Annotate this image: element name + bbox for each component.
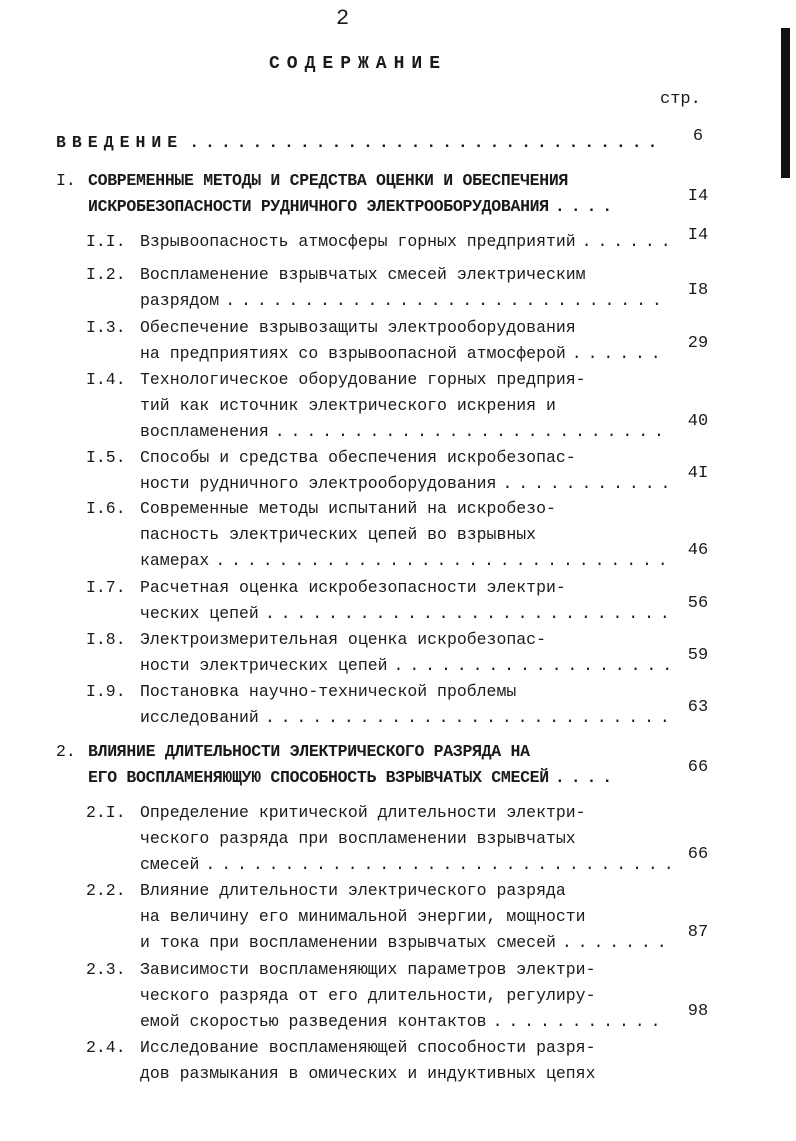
toc-entry-line: на величину его минимальной энергии, мощности	[140, 907, 586, 926]
toc-entry-page: 87	[687, 923, 709, 942]
toc-entry-line: ИСКРОБЕЗОПАСНОСТИ РУДНИЧНОГО ЭЛЕКТРООБОРУДОВАНИЯ	[88, 197, 549, 216]
dot-leader	[576, 229, 670, 255]
toc-entry-line: емой скоростью разведения контактов	[140, 1012, 487, 1031]
toc-entry-page: 66	[687, 845, 709, 864]
toc-entry-line: ческих цепей	[140, 604, 259, 623]
toc-entry-line: Взрывоопасность атмосферы горных предприятий	[140, 232, 576, 251]
toc-entry-line: Способы и средства обеспечения искробезопас-	[140, 448, 576, 467]
page-number: 2	[336, 6, 350, 31]
toc-entry-page: 29	[687, 334, 709, 353]
toc-entry-number: I.3.	[86, 318, 126, 337]
toc-entry-line: ности электрических цепей	[140, 656, 388, 675]
toc-entry-line: дов размыкания в омических и индуктивных цепях	[140, 1064, 596, 1083]
toc-entry-title	[140, 627, 670, 679]
toc-entry-line: Обеспечение взрывозащиты электрооборудования	[140, 318, 576, 337]
dot-leader	[556, 930, 670, 956]
toc-entry-title	[140, 575, 670, 627]
dot-leader	[183, 130, 666, 156]
toc-entry-number: I.9.	[86, 682, 126, 701]
toc-entry-title	[140, 957, 670, 1035]
toc-entry-title	[140, 315, 670, 367]
toc-entry-title	[140, 262, 670, 314]
toc-entry-number: I.6.	[86, 499, 126, 518]
toc-entry-line: ческого разряда от его длительности, регулиру-	[140, 986, 596, 1005]
toc-entry-page: 98	[687, 1002, 709, 1021]
toc-entry-line: камерах	[140, 551, 210, 570]
toc-entry-title	[140, 229, 670, 255]
toc-entry-number: I.4.	[86, 370, 126, 389]
toc-entry-line: Постановка научно-технической проблемы	[140, 682, 517, 701]
toc-entry-page: 4I	[687, 464, 709, 483]
toc-entry-title	[140, 1035, 670, 1087]
toc-entry-line: тий как источник электрического искрения и	[140, 396, 556, 415]
toc-entry-page: 56	[687, 594, 709, 613]
toc-entry-line: и тока при воспламенении взрывчатых смесей	[140, 933, 556, 952]
toc-entry-number: I.2.	[86, 265, 126, 284]
toc-entry-line: ности рудничного электрооборудования	[140, 474, 497, 493]
toc-entry-line: ЕГО ВОСПЛАМЕНЯЮЩУЮ СПОСОБНОСТЬ ВЗРЫВЧАТЫХ СМЕСЕЙ	[88, 768, 549, 787]
toc-entry-page: 66	[687, 758, 709, 777]
toc-entry-line: разрядом	[140, 291, 220, 310]
toc-entry-number: 2.4.	[86, 1038, 126, 1057]
toc-entry-title	[140, 679, 670, 731]
toc-entry-line: исследований	[140, 708, 259, 727]
toc-entry-line: смесей	[140, 855, 200, 874]
dot-leader	[566, 341, 670, 367]
toc-entry-title	[140, 367, 670, 445]
toc-entry-line: ВВЕДЕНИЕ	[56, 133, 184, 152]
toc-entry-line: пасность электрических цепей во взрывных	[140, 525, 537, 544]
toc-entry-line: Современные методы испытаний на искробезо-	[140, 499, 556, 518]
toc-entry-title	[140, 496, 670, 574]
toc-entry-line: Зависимости воспламеняющих параметров электри-	[140, 960, 596, 979]
dot-leader	[496, 471, 670, 497]
toc-entry-line: Электроизмерительная оценка искробезопас-	[140, 630, 546, 649]
toc-entry-number: 2.I.	[86, 803, 126, 822]
toc-entry-line: Влияние длительности электрического разряда	[140, 881, 566, 900]
toc-entry-number: I.5.	[86, 448, 126, 467]
toc-entry-title	[88, 739, 618, 791]
toc-entry-line: Расчетная оценка искробезопасности электри-	[140, 578, 566, 597]
toc-entry-line: ВЛИЯНИЕ ДЛИТЕЛЬНОСТИ ЭЛЕКТРИЧЕСКОГО РАЗРЯДА НА	[88, 742, 530, 761]
toc-entry-number: I.	[56, 171, 76, 190]
toc-entry-line: Определение критической длительности электри-	[140, 803, 586, 822]
toc-entry-page: 63	[687, 698, 709, 717]
page-column-label: стр.	[660, 90, 701, 109]
toc-entry-number: I.I.	[86, 232, 126, 251]
scan-edge-bar	[781, 28, 790, 178]
toc-entry-line: воспламенения	[140, 422, 269, 441]
dot-leader	[199, 852, 670, 878]
toc-entry-line: Технологическое оборудование горных предприя-	[140, 370, 586, 389]
dot-leader	[269, 419, 670, 445]
dot-leader	[549, 765, 618, 791]
dot-leader	[388, 653, 670, 679]
toc-entry-page: 6	[692, 127, 704, 146]
toc-entry-title	[88, 168, 618, 220]
toc-entry-title	[140, 878, 670, 956]
toc-entry-title	[140, 800, 670, 878]
dot-leader	[209, 548, 670, 574]
toc-entry-number: 2.2.	[86, 881, 126, 900]
toc-entry-page: I8	[687, 281, 709, 300]
toc-entry-page: I4	[687, 187, 709, 206]
toc-entry-page: I4	[687, 226, 709, 245]
toc-entry-page: 46	[687, 541, 709, 560]
toc-entry-number: I.8.	[86, 630, 126, 649]
toc-entry-title	[56, 130, 666, 156]
dot-leader	[549, 194, 618, 220]
toc-entry-line: на предприятиях со взрывоопасной атмосферой	[140, 344, 566, 363]
page-title: СОДЕРЖАНИЕ	[268, 54, 448, 74]
toc-entry-line: ческого разряда при воспламенении взрывчатых	[140, 829, 576, 848]
dot-leader	[487, 1009, 670, 1035]
toc-entry-line: СОВРЕМЕННЫЕ МЕТОДЫ И СРЕДСТВА ОЦЕНКИ И ОБЕСПЕЧЕНИЯ	[88, 171, 569, 190]
toc-entry-page: 40	[687, 412, 709, 431]
dot-leader	[259, 705, 670, 731]
toc-entry-line: Воспламенение взрывчатых смесей электрическим	[140, 265, 586, 284]
toc-entry-page: 59	[687, 646, 709, 665]
dot-leader	[259, 601, 670, 627]
toc-entry-number: 2.3.	[86, 960, 126, 979]
toc-entry-title	[140, 445, 670, 497]
dot-leader	[219, 288, 670, 314]
toc-entry-number: 2.	[56, 742, 76, 761]
toc-entry-number: I.7.	[86, 578, 126, 597]
toc-entry-line: Исследование воспламеняющей способности разря-	[140, 1038, 596, 1057]
